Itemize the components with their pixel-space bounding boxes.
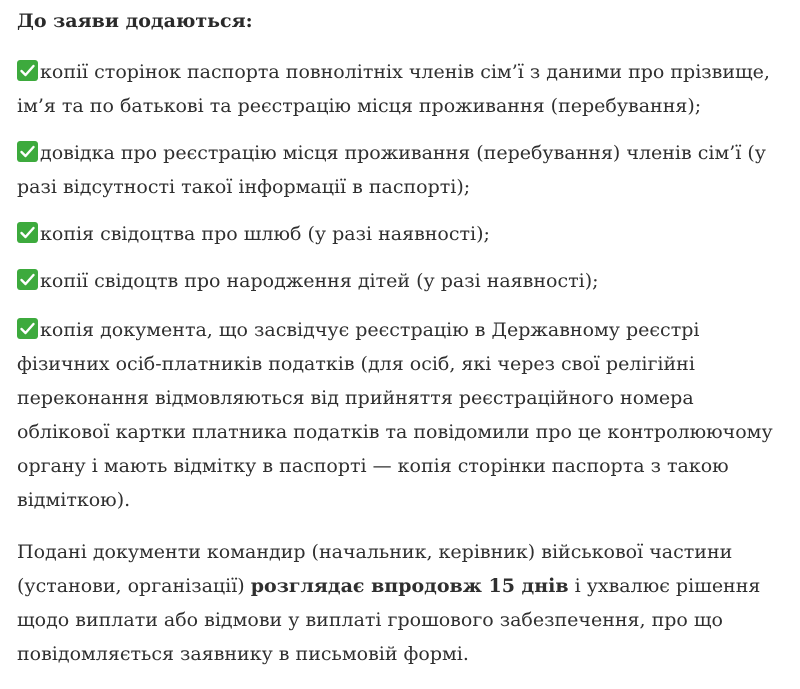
- list-item: [17, 313, 793, 517]
- item-text-line: переконання відмовляються від прийняття реєстраційного номера: [17, 387, 694, 409]
- check-mark-icon: [17, 222, 38, 243]
- list-item: [17, 55, 793, 123]
- highlighted-deadline: розглядає впродовж 15 днів: [250, 575, 569, 597]
- check-mark-icon: [17, 318, 38, 339]
- item-text-line: разі відсутності такої інформації в паспорті);: [17, 176, 471, 198]
- closing-paragraph: [17, 535, 793, 671]
- paragraph-line: щодо виплати або відмови у виплаті грошового забезпечення, про що: [17, 609, 723, 631]
- item-text-line: відміткою).: [17, 489, 131, 511]
- item-text-line: копія документа, що засвідчує реєстрацію в Державному реєстрі: [40, 319, 700, 341]
- check-mark-icon: [17, 141, 38, 162]
- list-item: [17, 264, 793, 298]
- paragraph-line: повідомляється заявнику в письмовій формі.: [17, 643, 469, 665]
- list-item: [17, 136, 793, 204]
- paragraph-text: (установи, організації): [17, 575, 251, 597]
- section-heading: До заяви додаються:: [17, 10, 253, 32]
- item-text-line: копії свідоцтв про народження дітей (у разі наявності);: [40, 270, 599, 292]
- paragraph-text: і ухвалює рішення: [568, 575, 761, 597]
- item-text-line: копії сторінок паспорта повнолітніх членів сім’ї з даними про прізвище,: [40, 61, 770, 83]
- item-text-line: органу і мають відмітку в паспорті — копія сторінки паспорта з такою: [17, 455, 729, 477]
- item-text-line: облікової картки платника податків та повідомили про це контролюючому: [17, 421, 773, 443]
- check-mark-icon: [17, 60, 38, 81]
- item-text-line: фізичних осіб-платників податків (для осіб, які через свої релігійні: [17, 353, 695, 375]
- item-text-line: копія свідоцтва про шлюб (у разі наявності);: [40, 223, 490, 245]
- item-text-line: ім’я та по батькові та реєстрацію місця проживання (перебування);: [17, 95, 702, 117]
- paragraph-line: Подані документи командир (начальник, керівник) військової частини: [17, 541, 733, 563]
- item-text-line: довідка про реєстрацію місця проживання (перебування) членів сім’ї (у: [40, 142, 766, 164]
- list-item: [17, 217, 793, 251]
- check-mark-icon: [17, 269, 38, 290]
